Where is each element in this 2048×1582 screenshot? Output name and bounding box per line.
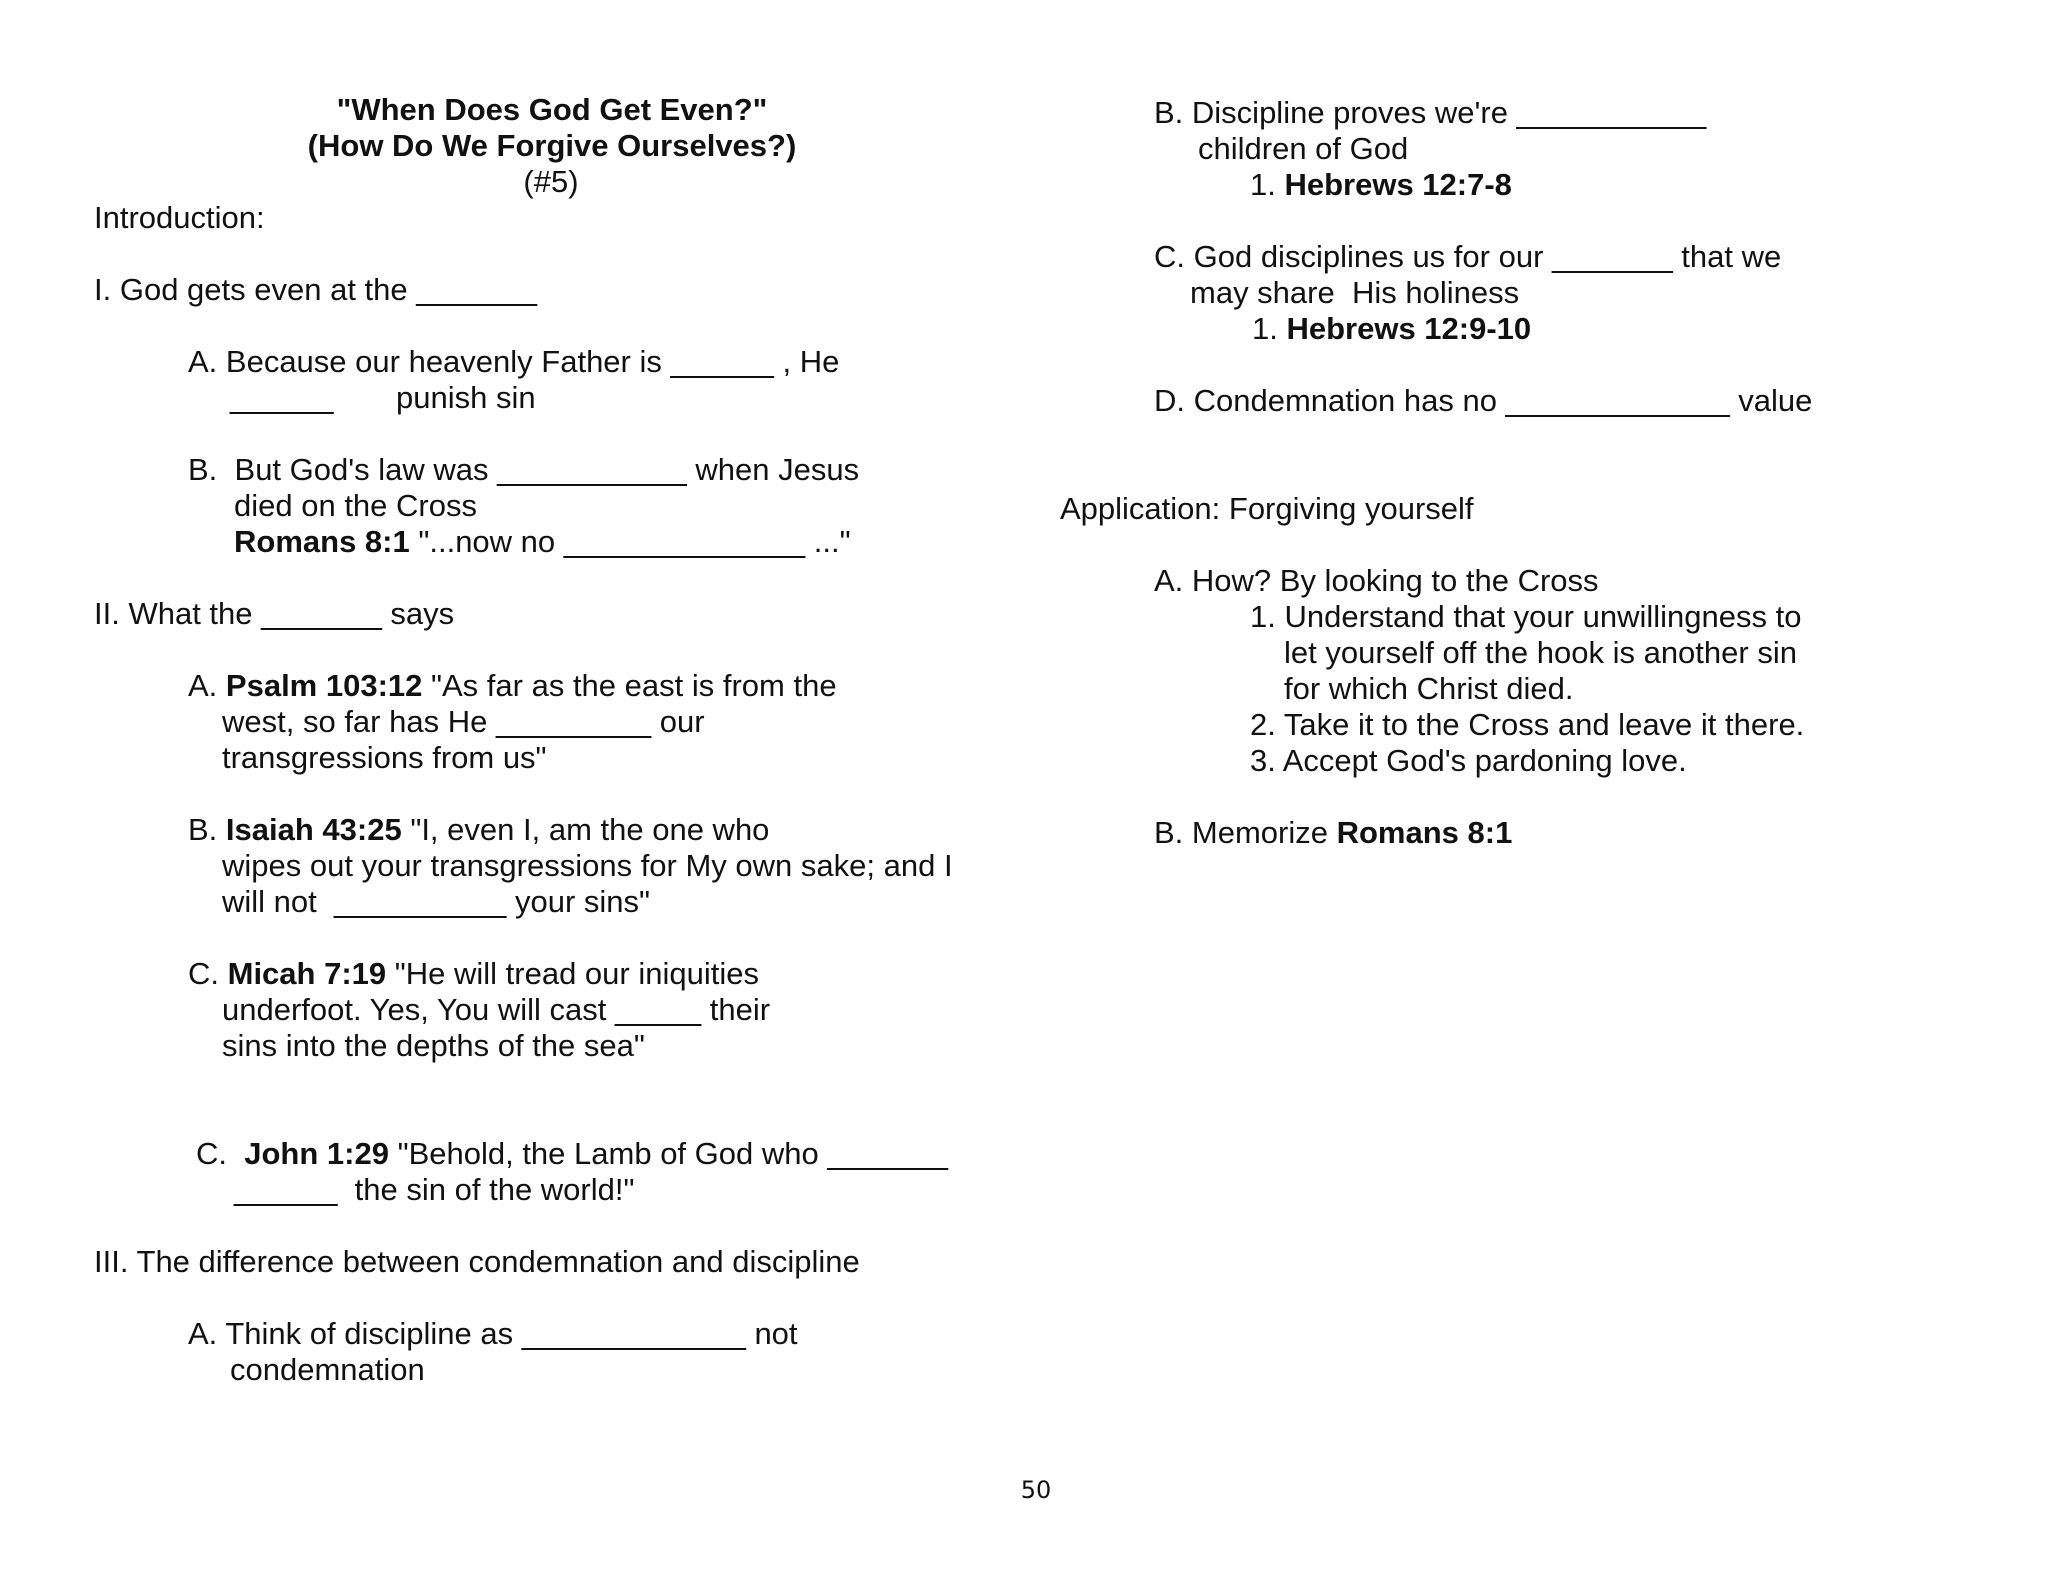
list-marker: C. — [188, 956, 228, 991]
section-2-point-d-line-2: ______ the sin of the world!" — [234, 1172, 635, 1207]
section-3-point-c-line-3 — [1252, 311, 1531, 347]
section-2-point-a-line-3: transgressions from us" — [222, 740, 547, 775]
list-marker: 1. — [1250, 167, 1285, 202]
section-1-point-b-line-1: B. But God's law was ___________ when Jesus — [188, 452, 860, 487]
scripture-reference: Romans 8:1 — [1336, 815, 1513, 850]
application-step-3: 3. Accept God's pardoning love. — [1250, 743, 1687, 778]
introduction-heading: Introduction: — [94, 200, 265, 235]
section-2-point-a-line-1 — [188, 668, 837, 704]
scripture-reference: John 1:29 — [244, 1136, 389, 1171]
section-1-point-b-line-3 — [234, 524, 851, 560]
scripture-quote: "He will tread our iniquities — [386, 956, 759, 991]
list-marker: A. — [188, 668, 226, 703]
section-2-point-d-line-1 — [196, 1136, 948, 1172]
section-2-heading: II. What the _______ says — [94, 596, 455, 631]
scripture-reference: Psalm 103:12 — [225, 668, 423, 703]
application-point-a: A. How? By looking to the Cross — [1154, 563, 1599, 598]
document-subtitle: (How Do We Forgive Ourselves?) — [307, 128, 797, 163]
section-1-point-a-line-1: A. Because our heavenly Father is ______ , He — [188, 344, 840, 379]
section-3-point-d: D. Condemnation has no _____________ value — [1154, 383, 1813, 418]
section-2-point-c-line-1 — [188, 956, 759, 992]
application-step-1-line-3: for which Christ died. — [1284, 671, 1574, 706]
scripture-quote: "I, even I, am the one who — [401, 812, 770, 847]
section-1-heading: I. God gets even at the _______ — [94, 272, 537, 307]
application-step-2: 2. Take it to the Cross and leave it there. — [1250, 707, 1805, 742]
scripture-reference: Micah 7:19 — [227, 956, 387, 991]
page-number: 50 — [1020, 1476, 1052, 1504]
lesson-number: (#5) — [523, 164, 579, 199]
section-3-point-a-line-2: condemnation — [230, 1352, 425, 1387]
application-point-b — [1154, 815, 1512, 851]
section-1-point-a-blank: ______ — [230, 380, 334, 415]
section-3-point-a-line-1: A. Think of discipline as _____________ not — [188, 1316, 798, 1351]
section-3-point-b-line-1: B. Discipline proves we're ___________ — [1154, 95, 1707, 130]
section-3-point-b-line-3 — [1250, 167, 1512, 203]
list-marker: 1. — [1252, 311, 1287, 346]
scripture-reference: Romans 8:1 — [234, 524, 410, 559]
document-title: "When Does God Get Even?" — [336, 92, 768, 127]
section-3-point-b-line-2: children of God — [1198, 131, 1409, 166]
section-3-heading: III. The difference between condemnation and discipline — [94, 1244, 860, 1279]
scripture-quote: "Behold, the Lamb of God who _______ — [388, 1136, 949, 1171]
scripture-quote: "As far as the east is from the — [422, 668, 837, 703]
section-2-point-a-line-2: west, so far has He _________ our — [222, 704, 705, 739]
section-3-point-c-line-1: C. God disciplines us for our _______ that we — [1154, 239, 1782, 274]
section-1-point-b-line-2: died on the Cross — [234, 488, 477, 523]
section-3-point-c-line-2: may share His holiness — [1190, 275, 1520, 310]
scripture-reference: Hebrews 12:7-8 — [1284, 167, 1512, 202]
application-step-1-line-2: let yourself off the hook is another sin — [1284, 635, 1797, 670]
section-1-point-a-line-2: punish sin — [396, 380, 536, 415]
section-2-point-c-line-2: underfoot. Yes, You will cast _____ their — [222, 992, 771, 1027]
scripture-reference: Hebrews 12:9-10 — [1286, 311, 1532, 346]
application-heading: Application: Forgiving yourself — [1060, 491, 1474, 526]
scripture-quote: "...now no ______________ ..." — [409, 524, 851, 559]
application-step-1-line-1: 1. Understand that your unwillingness to — [1250, 599, 1802, 634]
application-point-b-text: B. Memorize — [1154, 815, 1337, 850]
scripture-reference: Isaiah 43:25 — [225, 812, 402, 847]
section-2-point-b-line-2: wipes out your transgressions for My own sake; and I — [222, 848, 953, 883]
section-2-point-b-line-1 — [188, 812, 769, 848]
list-marker: C. — [196, 1136, 245, 1171]
section-2-point-b-line-3: will not __________ your sins" — [222, 884, 651, 919]
section-2-point-c-line-3: sins into the depths of the sea" — [222, 1028, 645, 1063]
list-marker: B. — [188, 812, 226, 847]
